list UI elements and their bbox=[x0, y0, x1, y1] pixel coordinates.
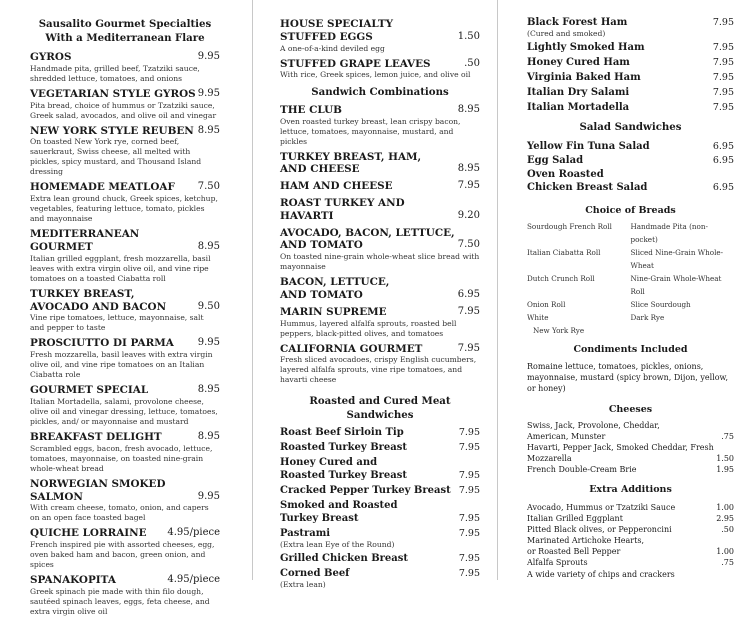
item-name: NORWEGIAN SMOKED SALMON bbox=[30, 477, 166, 503]
item-name: Italian Grilled Eggplant bbox=[527, 513, 623, 523]
menu-item-row bbox=[280, 151, 480, 177]
bread-option: Italian Ciabatta Roll bbox=[527, 248, 601, 257]
item-description: Pita bread, choice of hummus or Tzatziki sauce, Greek salad, avocados, and olive oil and vinegar bbox=[30, 100, 217, 120]
menu-item bbox=[527, 86, 734, 99]
menu-item-row bbox=[280, 343, 480, 356]
menu-item-row bbox=[30, 478, 220, 504]
item-name: Yellow Fin Tuna Salad bbox=[527, 140, 650, 152]
menu-item bbox=[280, 456, 480, 482]
condiments-text: Romaine lettuce, tomatoes, pickles, onions, mayonnaise, mustard (spicy brown, Dijon, yellow, or honey) bbox=[527, 361, 728, 393]
item-name: MEDITERRANEAN GOURMET bbox=[30, 228, 140, 253]
item-price: 6.95 bbox=[712, 181, 734, 193]
item-name: GOURMET SPECIAL bbox=[30, 384, 149, 397]
item-name: HAM AND CHEESE bbox=[280, 180, 393, 193]
menu-item bbox=[280, 276, 480, 302]
section-heading: Salad Sandwiches bbox=[579, 121, 682, 133]
item-price: 9.20 bbox=[457, 209, 480, 221]
menu-item bbox=[280, 441, 480, 454]
bread-option: Sourdough French Roll bbox=[527, 222, 612, 231]
menu-item bbox=[280, 343, 480, 386]
item-price: 4.95/piece bbox=[167, 574, 220, 586]
menu-item-row bbox=[280, 441, 480, 454]
item-price: 9.95 bbox=[197, 337, 220, 349]
menu-item-row bbox=[527, 154, 734, 167]
item-price: 7.95 bbox=[457, 180, 480, 192]
menu-item bbox=[280, 499, 480, 525]
menu-item-row bbox=[280, 527, 480, 540]
menu-item bbox=[280, 18, 480, 54]
item-price: 6.95 bbox=[712, 154, 734, 166]
bread-option: Dutch Crunch Roll bbox=[527, 274, 595, 283]
item-name: Honey Cured and Roasted Turkey Breast bbox=[280, 457, 408, 482]
item-price: 7.95 bbox=[712, 57, 734, 68]
item-price: 1.95 bbox=[716, 465, 734, 474]
item-price: 7.50 bbox=[457, 239, 480, 251]
menu-item-row bbox=[527, 168, 734, 194]
item-price: 7.95 bbox=[712, 42, 734, 53]
item-price: 7.95 bbox=[458, 528, 480, 540]
menu-item-row bbox=[30, 51, 220, 64]
item-name: Cracked Pepper Turkey Breast bbox=[280, 485, 451, 497]
menu-item-row bbox=[30, 337, 220, 350]
item-price: 1.00 bbox=[716, 502, 734, 512]
item-price: 9.95 bbox=[197, 87, 220, 99]
menu-item-row bbox=[527, 71, 734, 84]
menu-item bbox=[280, 58, 480, 81]
menu-item-row bbox=[30, 574, 220, 587]
item-price: 9.95 bbox=[197, 51, 220, 62]
section-heading: Choice of Breads bbox=[585, 204, 676, 216]
bread-option bbox=[631, 324, 735, 337]
column-divider bbox=[252, 0, 253, 580]
item-price: .75 bbox=[721, 432, 734, 441]
menu-item-row bbox=[527, 56, 734, 69]
item-description: (Extra lean Eye of the Round) bbox=[280, 540, 395, 550]
menu-item-row bbox=[280, 58, 480, 71]
menu-item bbox=[280, 180, 480, 193]
item-price: 7.95 bbox=[458, 485, 480, 497]
menu-item bbox=[30, 228, 220, 284]
menu-item bbox=[280, 552, 480, 565]
item-name: BREAKFAST DELIGHT bbox=[30, 430, 162, 443]
menu-item-row bbox=[280, 306, 480, 319]
item-name: PROSCIUTTO DI PARMA bbox=[30, 337, 174, 350]
menu-item bbox=[280, 426, 480, 439]
section-heading: Sausalito Gourmet Specialties With a Mediterranean Flare bbox=[38, 18, 212, 44]
item-price: 8.95 bbox=[197, 124, 220, 136]
item-price: 7.95 bbox=[457, 342, 480, 354]
item-name: Roast Beef Sirloin Tip bbox=[280, 427, 404, 439]
item-description: Scrambled eggs, bacon, fresh avocado, lettuce, tomatoes, mayonnaise, on toasted nine-grain whole-wheat bread bbox=[30, 443, 213, 473]
item-price: 8.95 bbox=[197, 240, 220, 252]
menu-item-row bbox=[527, 16, 734, 29]
menu-item bbox=[527, 71, 734, 84]
item-price: 8.95 bbox=[197, 430, 220, 442]
item-name: Honey Cured Ham bbox=[527, 57, 630, 68]
item-description: French inspired pie with assorted cheeses, egg, oven baked ham and bacon, green onion, and spices bbox=[30, 540, 215, 570]
menu-item bbox=[280, 527, 480, 550]
item-name: QUICHE LORRAINE bbox=[30, 527, 147, 540]
item-name: TURKEY BREAST, HAM, AND CHEESE bbox=[280, 150, 422, 176]
item-name: CALIFORNIA GOURMET bbox=[280, 342, 423, 355]
item-price: 1.50 bbox=[716, 454, 734, 463]
item-price: 7.95 bbox=[458, 470, 480, 482]
item-description: With rice, Greek spices, lemon juice, and olive oil bbox=[280, 70, 471, 80]
menu-item bbox=[30, 125, 220, 178]
item-name: Roasted Turkey Breast bbox=[280, 442, 408, 454]
item-price: .50 bbox=[721, 524, 734, 534]
item-price: 7.95 bbox=[712, 102, 734, 113]
item-name: Avocado, Hummus or Tzatziki Sauce bbox=[527, 502, 676, 512]
item-description: Greek spinach pie made with thin filo dough, sautéed spinach leaves, eggs, feta cheese, and extra virgin olive oil bbox=[30, 586, 210, 616]
item-name: AVOCADO, BACON, LETTUCE, AND TOMATO bbox=[280, 226, 455, 252]
menu-item bbox=[30, 478, 220, 524]
item-name: Pitted Black olives, or Pepperoncini bbox=[527, 524, 672, 534]
item-name: HOMEMADE MEATLOAF bbox=[30, 181, 175, 194]
menu-item-row bbox=[280, 456, 480, 482]
item-price: 8.95 bbox=[197, 384, 220, 396]
item-name: STUFFED GRAPE LEAVES bbox=[280, 57, 431, 70]
item-price: 8.95 bbox=[457, 163, 480, 175]
menu-column-extras bbox=[500, 0, 750, 580]
item-description: Oven roasted turkey breast, lean crispy bacon, lettuce, tomatoes, mayonnaise, mustard, and pickles bbox=[280, 116, 461, 146]
item-price: .50 bbox=[464, 57, 480, 69]
bread-option: Handmade Pita (non-pocket) bbox=[630, 222, 708, 244]
item-name: French Double-Cream Brie bbox=[527, 465, 637, 474]
section-heading: Sandwich Combinations bbox=[311, 86, 449, 99]
menu-item-row bbox=[280, 499, 480, 525]
menu-item bbox=[30, 51, 220, 84]
bread-list bbox=[527, 220, 734, 337]
item-name: Alfalfa Sprouts bbox=[527, 557, 588, 567]
menu-item bbox=[30, 527, 220, 570]
item-name: Havarti, Pepper Jack, Smoked Cheddar, Fresh Mozzarella bbox=[527, 443, 714, 463]
price-row bbox=[527, 513, 734, 524]
item-description: Extra lean ground chuck, Greek spices, ketchup, vegetables, featuring lettuce, tomato, pickles and mayonnaise bbox=[30, 194, 218, 224]
menu-item bbox=[527, 16, 734, 39]
item-description: Fresh sliced avocadoes, crispy English cucumbers, layered alfalfa sprouts, vine ripe tomatoes, and havarti cheese bbox=[280, 355, 477, 385]
item-name: SPANAKOPITA bbox=[30, 574, 116, 587]
menu-item bbox=[280, 151, 480, 177]
item-name: Pastrami bbox=[280, 528, 331, 540]
item-description: Italian grilled eggplant, fresh mozzarella, basil leaves with extra virgin olive oil, and vine ripe tomatoes on a toasted Ciabatta roll bbox=[30, 253, 211, 283]
price-row bbox=[527, 502, 734, 513]
bread-option: White bbox=[527, 313, 549, 322]
menu-item-row bbox=[280, 484, 480, 497]
item-description: A one-of-a-kind deviled egg bbox=[280, 43, 385, 53]
item-name: Swiss, Jack, Provolone, Cheddar, American, Munster bbox=[527, 421, 660, 441]
menu-item-row bbox=[30, 288, 220, 314]
menu-item bbox=[280, 197, 480, 223]
item-price: 9.50 bbox=[197, 300, 220, 312]
menu-column-combinations bbox=[255, 0, 495, 590]
price-row bbox=[527, 524, 734, 535]
bread-option: Sliced Nine-Grain Whole-Wheat bbox=[630, 248, 724, 270]
item-name: Black Forest Ham bbox=[527, 17, 628, 28]
item-name: TURKEY BREAST, AVOCADO AND BACON bbox=[30, 287, 167, 313]
menu-item-row bbox=[527, 41, 734, 54]
menu-item-row bbox=[527, 140, 734, 153]
menu-item-row bbox=[527, 101, 734, 114]
item-name: Italian Mortadella bbox=[527, 102, 630, 113]
menu-item-row bbox=[30, 527, 220, 540]
item-price: 7.95 bbox=[712, 72, 734, 83]
item-name: Corned Beef bbox=[280, 568, 350, 580]
item-name: Virginia Baked Ham bbox=[527, 72, 641, 83]
item-description: Handmade pita, grilled beef, Tzatziki sauce, shredded lettuce, tomatoes, and onions bbox=[30, 63, 200, 83]
menu-item-row bbox=[527, 86, 734, 99]
item-description: Fresh mozzarella, basil leaves with extra virgin olive oil, and vine ripe tomatoes on an Italian Ciabatta role bbox=[30, 350, 213, 380]
item-price: .75 bbox=[721, 557, 734, 567]
item-description: Vine ripe tomatoes, lettuce, mayonnaise, salt and pepper to taste bbox=[30, 313, 204, 333]
bread-option: Nine-Grain Whole-Wheat Roll bbox=[630, 274, 722, 296]
price-row bbox=[527, 535, 734, 557]
menu-item-row bbox=[30, 181, 220, 194]
item-name: THE CLUB bbox=[280, 103, 342, 116]
item-description: (Extra lean) bbox=[280, 580, 326, 590]
item-name: MARIN SUPREME bbox=[280, 305, 387, 318]
menu-item bbox=[527, 41, 734, 54]
menu-item bbox=[280, 227, 480, 273]
item-price: 7.95 bbox=[458, 568, 480, 580]
menu-item-row bbox=[30, 88, 220, 101]
menu-item bbox=[30, 574, 220, 617]
item-name: Marinated Artichoke Hearts, or Roasted Bell Pepper bbox=[527, 535, 644, 556]
menu-item bbox=[527, 168, 734, 194]
item-name: Smoked and Roasted Turkey Breast bbox=[280, 500, 398, 525]
item-price: 6.95 bbox=[457, 289, 480, 301]
item-description: (Cured and smoked) bbox=[527, 29, 606, 38]
menu-item bbox=[30, 288, 220, 334]
item-description: Italian Mortadella, salami, provolone cheese, olive oil and vinegar dressing, lettuce, tomatoes, pickles, and/ or mayonnaise and mustard bbox=[30, 396, 218, 426]
section-heading: Cheeses bbox=[608, 403, 653, 415]
item-name: Oven Roasted Chicken Breast Salad bbox=[527, 168, 648, 193]
menu-item bbox=[527, 154, 734, 167]
menu-item bbox=[30, 181, 220, 224]
item-price: 7.95 bbox=[458, 553, 480, 565]
item-description: With cream cheese, tomato, onion, and capers on an open face toasted bagel bbox=[30, 503, 209, 523]
menu-item-row bbox=[280, 552, 480, 565]
item-price: 7.95 bbox=[712, 87, 734, 98]
extras-note: A wide variety of chips and crackers bbox=[527, 569, 675, 579]
item-name: Egg Salad bbox=[527, 154, 584, 166]
item-price: 1.50 bbox=[457, 30, 480, 42]
item-name: GYROS bbox=[30, 51, 72, 63]
bread-option: Dark Rye bbox=[630, 313, 665, 322]
item-name: BACON, LETTUCE, AND TOMATO bbox=[280, 276, 390, 302]
bread-option: Slice Sourdough bbox=[630, 300, 691, 309]
item-name: ROAST TURKEY AND HAVARTI bbox=[280, 197, 405, 222]
column-divider bbox=[497, 0, 498, 580]
item-price: 4.95/piece bbox=[167, 527, 220, 539]
item-price: 2.95 bbox=[716, 513, 734, 523]
item-price: 7.50 bbox=[197, 181, 220, 193]
item-price: 8.95 bbox=[457, 103, 480, 115]
item-name: VEGETARIAN STYLE GYROS bbox=[30, 87, 196, 100]
menu-item-row bbox=[280, 567, 480, 580]
menu-item-row bbox=[280, 180, 480, 193]
menu-item-row bbox=[30, 228, 220, 254]
menu-item bbox=[30, 88, 220, 121]
menu-item-row bbox=[280, 426, 480, 439]
item-description: On toasted New York rye, corned beef, sauerkraut, Swiss cheese, all melted with pickles, spicy mustard, and Thousand Island dressing bbox=[30, 137, 202, 177]
price-row bbox=[527, 420, 734, 442]
item-price: 7.95 bbox=[457, 305, 480, 317]
item-name: HOUSE SPECIALTY STUFFED EGGS bbox=[280, 18, 394, 43]
item-price: 1.00 bbox=[716, 546, 734, 556]
menu-item-row bbox=[280, 104, 480, 117]
menu-item bbox=[280, 484, 480, 497]
menu-item bbox=[527, 56, 734, 69]
item-description: Hummus, layered alfalfa sprouts, roasted bell peppers, black-pitted olives, and tomatoes bbox=[280, 318, 457, 338]
section-heading: Roasted and Cured Meat Sandwiches bbox=[309, 395, 451, 421]
item-name: NEW YORK STYLE REUBEN bbox=[30, 124, 194, 137]
item-price: 6.95 bbox=[712, 140, 734, 152]
menu-item bbox=[30, 337, 220, 380]
item-name: Italian Dry Salami bbox=[527, 87, 630, 98]
item-price: 7.95 bbox=[712, 17, 734, 28]
item-price: 7.95 bbox=[458, 442, 480, 454]
price-row bbox=[527, 557, 734, 568]
item-price: 7.95 bbox=[458, 427, 480, 439]
menu-item bbox=[527, 140, 734, 153]
menu-item-row bbox=[280, 276, 480, 302]
section-heading: Extra Additions bbox=[589, 484, 672, 495]
menu-column-specialties bbox=[0, 0, 250, 616]
menu-item-row bbox=[280, 197, 480, 223]
menu-item-row bbox=[30, 125, 220, 138]
menu-item-row bbox=[30, 384, 220, 397]
menu-item-row bbox=[280, 18, 480, 44]
menu-item-row bbox=[280, 227, 480, 253]
item-name: Grilled Chicken Breast bbox=[280, 553, 409, 565]
section-heading: Condiments Included bbox=[573, 344, 688, 355]
item-price: 9.95 bbox=[197, 490, 220, 502]
price-row bbox=[527, 442, 734, 464]
bread-option: Onion Roll bbox=[527, 300, 566, 309]
menu-item bbox=[30, 431, 220, 474]
menu-item bbox=[280, 306, 480, 339]
bread-option: New York Rye bbox=[533, 326, 585, 335]
item-description: On toasted nine-grain whole-wheat slice bread with mayonnaise bbox=[280, 252, 480, 272]
price-row bbox=[527, 464, 734, 475]
menu-item-row bbox=[30, 431, 220, 444]
menu-item bbox=[280, 567, 480, 590]
menu-item bbox=[280, 104, 480, 147]
item-name: Lightly Smoked Ham bbox=[527, 42, 645, 53]
item-price: 7.95 bbox=[458, 513, 480, 525]
menu-item bbox=[527, 101, 734, 114]
menu-item bbox=[30, 384, 220, 427]
